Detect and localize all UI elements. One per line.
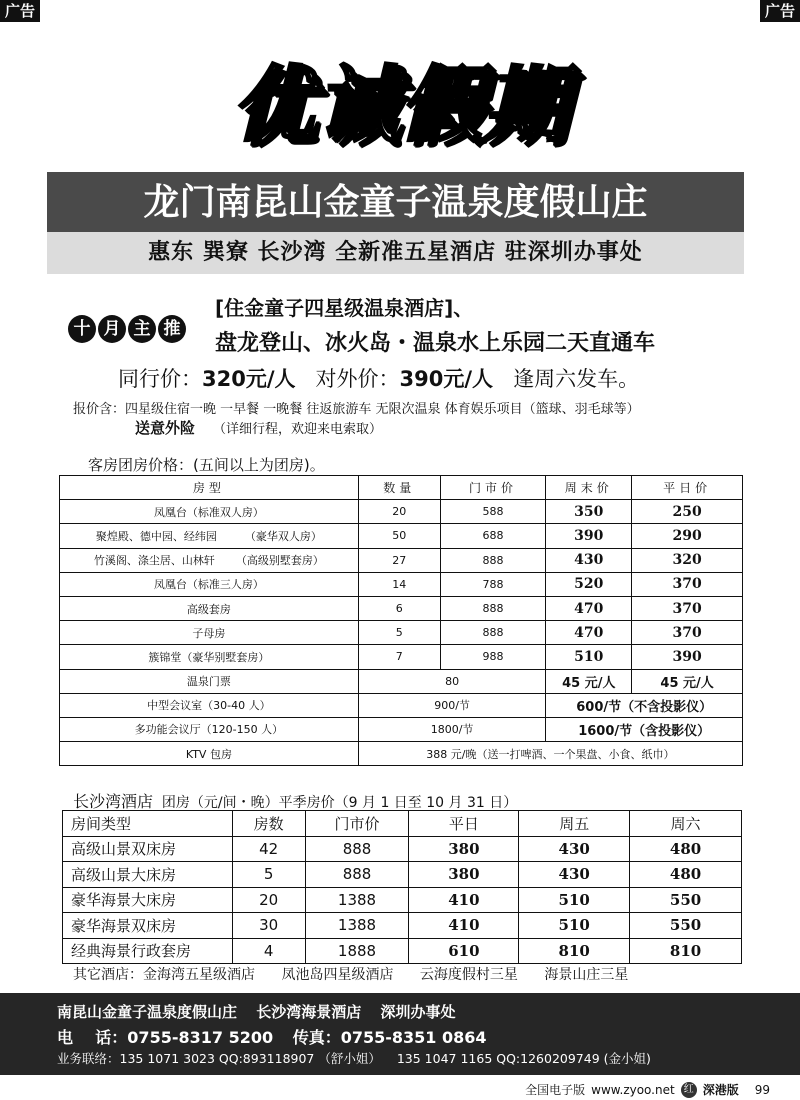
promo-badges [68,315,186,343]
room-weekday: 370 [632,621,743,645]
csw-room-rack: 1388 [305,913,409,939]
csw-room-count: 5 [232,862,305,888]
price-line [118,363,639,393]
room-weekend: 470 [546,621,632,645]
room-rack: 788 [440,572,546,596]
promo-badge: 十 [68,315,96,343]
csw-room-count: 42 [232,836,305,862]
room-type: 凤凰台（标准三人房） [60,572,359,596]
csw-hotel-name: 长沙湾酒店 [73,792,154,811]
other-hotel: 海景山庄三星 [544,967,629,983]
csw-weekday: 610 [409,938,519,964]
csw-weekday: 410 [409,887,519,913]
csw-saturday: 480 [630,836,742,862]
csw-room-rack: 888 [305,862,409,888]
mid-meeting-room-rack: 900/节 [358,693,546,717]
other-hotel: 凤池岛四星级酒店 [281,967,394,983]
table-row [60,693,743,717]
table-row [63,836,742,862]
contact-label: 业务联络： [57,1051,120,1066]
room-rack: 688 [440,524,546,548]
room-qty: 5 [358,621,440,645]
multi-hall-price: 1600/节（含投影仪） [546,717,743,741]
mid-meeting-room-price: 600/节（不含投影仪） [546,693,743,717]
footer-names [57,1001,800,1025]
table-header-row [63,811,742,837]
csw-saturday: 550 [630,913,742,939]
csw-weekday: 380 [409,862,519,888]
brand-logo: 优诚假期 [232,58,568,153]
room-weekday: 290 [632,524,743,548]
table-row [63,913,742,939]
promo-badge: 推 [158,315,186,343]
multi-hall-label: 多功能会议厅（120-150 人） [60,717,359,741]
room-weekend: 350 [546,500,632,524]
subtitle: 惠东 巽寮 长沙湾 全新准五星酒店 驻深圳办事处 [47,232,744,274]
csw-room-rack: 1888 [305,938,409,964]
promo-title-2: 盘龙登山、冰火岛・温泉水上乐园二天直通车 [215,331,656,356]
footer-name: 南昆山金童子温泉度假山庄 [57,1003,238,1021]
public-price-value: 390元/人 [399,367,494,391]
fax-label: 传真： [292,1028,341,1047]
csw-room-type: 豪华海景大床房 [63,887,233,913]
other-hotels [73,964,650,984]
room-weekend: 430 [546,548,632,572]
room-qty: 6 [358,596,440,620]
page-number: 99 [754,1082,770,1097]
table-row [60,524,743,548]
csw-room-type: 高级山景双床房 [63,836,233,862]
csw-friday: 510 [519,887,630,913]
promo-badge: 月 [98,315,126,343]
col-header: 数量 [358,476,440,500]
promo-title-1: [住金童子四星级温泉酒店]、 [215,296,474,320]
col-header: 周六 [630,811,742,837]
col-header: 门市价 [440,476,546,500]
resort-name: 龙门南昆山金童子温泉度假山庄 [47,172,744,232]
promo-badge: 主 [128,315,156,343]
room-type: 凤凰台（标准双人房） [60,500,359,524]
multi-hall-rack: 1800/节 [358,717,546,741]
ktv-label: KTV 包房 [60,742,359,766]
room-weekend: 510 [546,645,632,669]
room-rack: 888 [440,596,546,620]
table-row [60,548,743,572]
table-row [63,887,742,913]
col-header: 房数 [232,811,305,837]
spring-ticket-rack: 80 [358,669,546,693]
csw-room-count: 30 [232,913,305,939]
peer-price-label: 同行价： [118,367,202,391]
ktv-price: 388 元/晚（送一打啤酒、一个果盘、小食、纸巾） [358,742,742,766]
csw-friday: 810 [519,938,630,964]
room-type: 高级套房 [60,596,359,620]
col-header: 平日价 [632,476,743,500]
room-type: 子母房 [60,621,359,645]
room-weekday: 320 [632,548,743,572]
csw-room-type: 经典海景行政套房 [63,938,233,964]
table-row [60,596,743,620]
csw-caption [73,789,517,812]
phone-label: 电 话： [57,1028,128,1047]
page-footer [525,1081,770,1098]
public-price-label: 对外价： [315,367,400,391]
room-qty: 20 [358,500,440,524]
csw-room-count: 20 [232,887,305,913]
room-price-table [59,475,743,766]
table-row [60,669,743,693]
csw-friday: 430 [519,862,630,888]
room-rack: 888 [440,548,546,572]
room-type: 簇锦堂（豪华别墅套房） [60,645,359,669]
col-header: 平日 [409,811,519,837]
contact-footer [0,993,800,1075]
price-includes-2 [135,417,382,438]
insurance-note: 送意外险 [135,419,196,437]
footer-phone-line [57,1025,800,1049]
table-row [60,645,743,669]
room-weekend: 470 [546,596,632,620]
room-weekday: 250 [632,500,743,524]
region-label: 深港版 [702,1083,739,1097]
ad-label-left: 广告 [0,0,40,22]
other-hotel: 云海度假村三星 [419,967,518,983]
col-header: 房间类型 [63,811,233,837]
room-weekday: 370 [632,596,743,620]
room-qty: 50 [358,524,440,548]
room-rack: 888 [440,621,546,645]
table-row [60,742,743,766]
csw-friday: 430 [519,836,630,862]
table-row [60,717,743,741]
room-qty: 27 [358,548,440,572]
table-row [63,862,742,888]
footer-contact-line [57,1049,800,1071]
phone-number: 0755-8317 5200 [127,1028,274,1047]
room-rack: 588 [440,500,546,524]
table-row [60,621,743,645]
csw-room-rack: 888 [305,836,409,862]
csw-room-rack: 1388 [305,887,409,913]
csw-saturday: 550 [630,887,742,913]
peer-price-value: 320元/人 [202,367,296,391]
ad-label-right: 广告 [760,0,800,22]
contact-2: 135 1047 1165 QQ:1260209749 (金小姐) [396,1051,651,1066]
room-type: 聚煌殿、德中园、经纬园 （豪华双人房） [60,524,359,548]
fax-number: 0755-8351 0864 [340,1028,487,1047]
spring-ticket-weekend: 45 元/人 [546,669,632,693]
col-header: 周五 [519,811,630,837]
spring-ticket-weekday: 45 元/人 [632,669,743,693]
mid-meeting-room-label: 中型会议室（30-40 人） [60,693,359,717]
csw-saturday: 480 [630,862,742,888]
price-includes: 报价含：四星级住宿一晚 一早餐 一晚餐 往返旅游车 无限次温泉 体育娱乐项目（篮球、羽毛球等） [73,402,640,417]
room-table-caption: 客房团房价格：(五间以上为团房)。 [88,456,325,474]
itinerary-note: （详细行程，欢迎来电索取） [213,422,383,437]
table-row [60,572,743,596]
room-weekday: 390 [632,645,743,669]
csw-room-type: 高级山景大床房 [63,862,233,888]
col-header: 房型 [60,476,359,500]
footer-name: 深圳办事处 [380,1003,456,1021]
table-header-row [60,476,743,500]
csw-price-table [62,810,742,964]
csw-room-count: 4 [232,938,305,964]
csw-weekday: 380 [409,836,519,862]
table-row [60,500,743,524]
col-header: 门市价 [305,811,409,837]
departure-schedule: 逢周六发车。 [513,367,640,391]
room-type: 竹溪阁、涤尘居、山林轩 （高级别墅套房） [60,548,359,572]
csw-friday: 510 [519,913,630,939]
room-qty: 14 [358,572,440,596]
csw-caption-text: 团房（元/间・晚）平季房价（9 月 1 日至 10 月 31 日） [161,795,518,811]
csw-weekday: 410 [409,913,519,939]
edition-label: 全国电子版 [525,1083,586,1097]
spring-ticket-label: 温泉门票 [60,669,359,693]
room-weekend: 390 [546,524,632,548]
table-row [63,938,742,964]
other-hotels-label: 其它酒店：金海湾五星级酒店 [73,967,255,983]
footer-name: 长沙湾海景酒店 [256,1003,362,1021]
publisher-logo-icon: 红 [681,1082,697,1098]
csw-saturday: 810 [630,938,742,964]
room-rack: 988 [440,645,546,669]
room-weekend: 520 [546,572,632,596]
contact-1: 135 1071 3023 QQ:893118907 （舒小姐） [119,1051,381,1066]
col-header: 周末价 [546,476,632,500]
website-link[interactable]: www.zyoo.net [591,1082,675,1097]
csw-room-type: 豪华海景双床房 [63,913,233,939]
room-weekday: 370 [632,572,743,596]
room-qty: 7 [358,645,440,669]
